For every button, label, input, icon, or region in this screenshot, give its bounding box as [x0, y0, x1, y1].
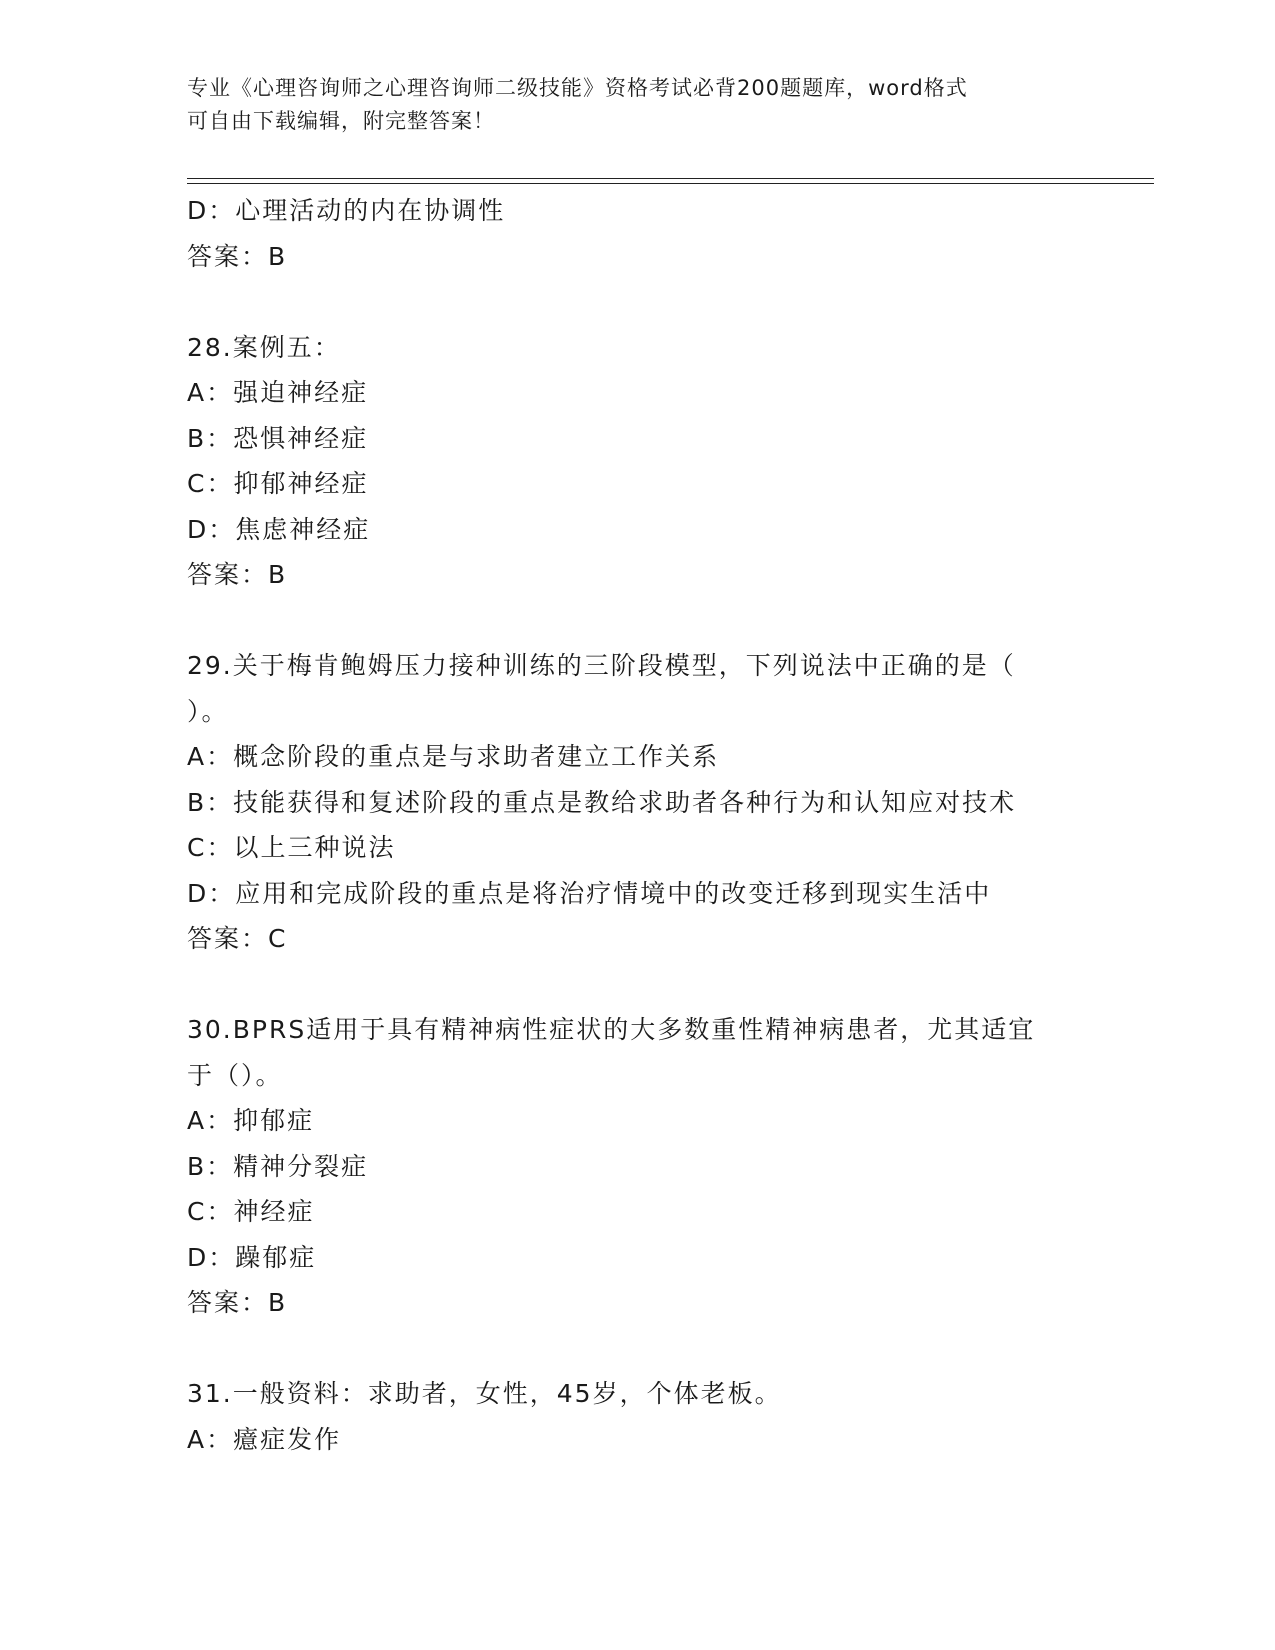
question-29: [187, 643, 1087, 962]
option-d: D：应用和完成阶段的重点是将治疗情境中的改变迁移到现实生活中: [187, 878, 992, 908]
question-28: [187, 325, 1087, 598]
answer: 答案：B: [187, 241, 288, 271]
answer: 答案：B: [187, 560, 288, 589]
option-a: A：概念阶段的重点是与求助者建立工作关系: [187, 742, 720, 771]
option-a: A：癔症发作: [187, 1424, 342, 1454]
answer: 答案：B: [187, 1288, 288, 1317]
answer: 答案：C: [187, 924, 288, 953]
question-stem-line-2: ）。: [187, 696, 229, 726]
spacer: [187, 598, 1087, 644]
option-a: A：抑郁症: [187, 1106, 315, 1135]
document-header: [187, 72, 1067, 138]
option-b: B：技能获得和复述阶段的重点是教给求助者各种行为和认知应对技术: [187, 787, 1017, 817]
question-stem-line-2: 于（）。: [187, 1060, 283, 1090]
option-d: D：焦虑神经症: [187, 514, 371, 544]
question-30: [187, 1007, 1087, 1326]
question-31: [187, 1371, 1087, 1462]
option-a: A：强迫神经症: [187, 378, 369, 407]
header-divider-top: [187, 178, 1154, 179]
header-divider-bottom: [187, 183, 1154, 184]
header-line-1: 专业《心理咨询师之心理咨询师二级技能》资格考试必背200题题库，word格式: [187, 76, 968, 100]
option-c: C：抑郁神经症: [187, 469, 369, 498]
option-c: C：以上三种说法: [187, 833, 396, 862]
spacer: [187, 962, 1087, 1008]
question-stem: 28.案例五：: [187, 332, 341, 362]
option-b: B：恐惧神经症: [187, 423, 369, 453]
option-b: B：精神分裂症: [187, 1151, 369, 1181]
question-stem-line-1: 29.关于梅肯鲍姆压力接种训练的三阶段模型，下列说法中正确的是（: [187, 651, 1016, 680]
spacer: [187, 279, 1087, 325]
question-list: [187, 188, 1087, 1462]
header-line-2: 可自由下载编辑，附完整答案！: [187, 109, 495, 133]
option-d: D：躁郁症: [187, 1242, 317, 1272]
option-c: C：神经症: [187, 1197, 315, 1226]
question-stem-line-1: 30.BPRS适用于具有精神病性症状的大多数重性精神病患者，尤其适宜: [187, 1015, 1036, 1044]
option-d: D：心理活动的内在协调性: [187, 196, 506, 225]
question-stem: 31.一般资料：求助者，女性，45岁，个体老板。: [187, 1379, 782, 1408]
spacer: [187, 1326, 1087, 1372]
